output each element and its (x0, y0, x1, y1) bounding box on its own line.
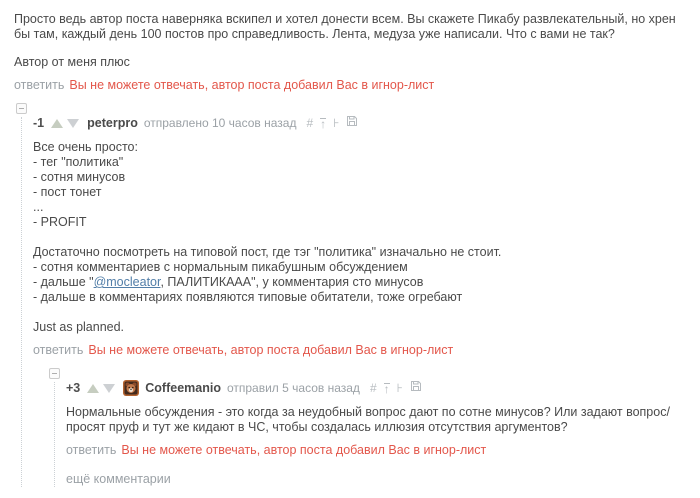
vote-controls (51, 119, 79, 128)
comment-timestamp: отправил 5 часов назад (226, 380, 360, 395)
branch-icon[interactable]: ⊦ (396, 380, 403, 395)
downvote-icon[interactable] (103, 384, 115, 393)
comment-link-icon[interactable]: # (306, 115, 314, 130)
comment (66, 368, 686, 487)
avatar[interactable] (123, 380, 139, 396)
to-parent-icon[interactable]: ↑ (383, 381, 390, 396)
save-icon[interactable] (346, 115, 358, 131)
comment-thread-nested (47, 368, 686, 487)
reply-button[interactable]: ответить (66, 443, 117, 457)
comment-timestamp: отправлено 10 часов назад (143, 115, 297, 130)
ignore-list-notice: Вы не можете отвечать, автор поста добавил Вас в игнор-лист (69, 78, 435, 92)
comment-text-line: - пост тонет (33, 185, 102, 199)
thread-branch-line (54, 382, 55, 487)
comment-paragraph: Just as planned. (33, 320, 125, 334)
comment-thread (14, 103, 686, 487)
text-fragment: , ПАЛИТИКААА", у комментария сто минусов (160, 275, 424, 289)
comment-header (33, 115, 686, 131)
author-note: Автор от меня плюс (14, 55, 130, 69)
thread-rail (14, 103, 33, 487)
upvote-icon[interactable] (51, 119, 63, 128)
post-intro-text: Просто ведь автор поста наверняка вскипел и хотел донести всем. Вы скажете Пикабу развлекательный, но хрен бы там, каждый день 100 постов про справедливость. Лента, медуза уже написали. Что с вами не так? (14, 12, 676, 41)
reply-button[interactable]: ответить (33, 343, 84, 357)
collapse-thread-icon[interactable] (16, 103, 27, 114)
comment-link-icon[interactable]: # (369, 380, 377, 395)
comment-text-line (33, 275, 686, 290)
comment-paragraph (33, 245, 686, 305)
comment-rating: +3 (66, 380, 81, 395)
collapse-thread-icon[interactable] (49, 368, 60, 379)
comment-text (33, 140, 686, 335)
comment-actions (306, 115, 365, 131)
minus-icon (19, 108, 24, 109)
reply-row (66, 443, 686, 458)
comment-paragraph: Нормальные обсуждения - это когда за неудобный вопрос дают по сотне минусов? Или задают вопрос/просят пруф и тут же кидают в ЧС, чтобы создалась иллюзия отсутствия аргументов? (66, 405, 670, 434)
comment (33, 103, 686, 487)
save-icon[interactable] (410, 380, 422, 396)
username-link[interactable]: peterpro (87, 115, 138, 130)
comment-text-line: ... (33, 200, 44, 214)
minus-icon (52, 373, 57, 374)
username-link[interactable]: Coffeemanio (145, 380, 221, 395)
comment-header (66, 380, 686, 396)
comment-rating: -1 (33, 115, 45, 130)
comment-text-line: - PROFIT (33, 215, 87, 229)
text-fragment: - дальше " (33, 275, 94, 289)
upvote-icon[interactable] (87, 384, 99, 393)
comment-actions (370, 380, 429, 396)
comment-text-line: - сотня минусов (33, 170, 126, 184)
reply-button[interactable]: ответить (14, 78, 65, 92)
to-parent-icon[interactable]: ↑ (320, 116, 327, 131)
comment-text-line: - тег "политика" (33, 155, 124, 169)
reply-row (14, 78, 686, 93)
reply-row (33, 343, 686, 358)
mention-link[interactable]: @mocleator (93, 275, 161, 289)
comment-text-line: - дальше в комментариях появляются типовые обитатели, тоже огребают (33, 290, 463, 304)
comment-text-line: - сотня комментариев с нормальным пикабушным обсуждением (33, 260, 408, 274)
comment-text-line: Достаточно посмотреть на типовой пост, где тэг "политика" изначально не стоит. (33, 245, 502, 259)
thread-rail (47, 368, 66, 487)
branch-icon[interactable]: ⊦ (333, 115, 340, 130)
vote-controls (87, 384, 115, 393)
downvote-icon[interactable] (67, 119, 79, 128)
ignore-list-notice: Вы не можете отвечать, автор поста добавил Вас в игнор-лист (88, 343, 454, 357)
more-comments-link[interactable]: ещё комментарии (66, 472, 171, 486)
comment-text-line: Все очень просто: (33, 140, 138, 154)
comment-text (66, 405, 686, 435)
thread-branch-line (21, 117, 22, 487)
ignore-list-notice: Вы не можете отвечать, автор поста добавил Вас в игнор-лист (121, 443, 487, 457)
comment-paragraph (33, 140, 686, 230)
